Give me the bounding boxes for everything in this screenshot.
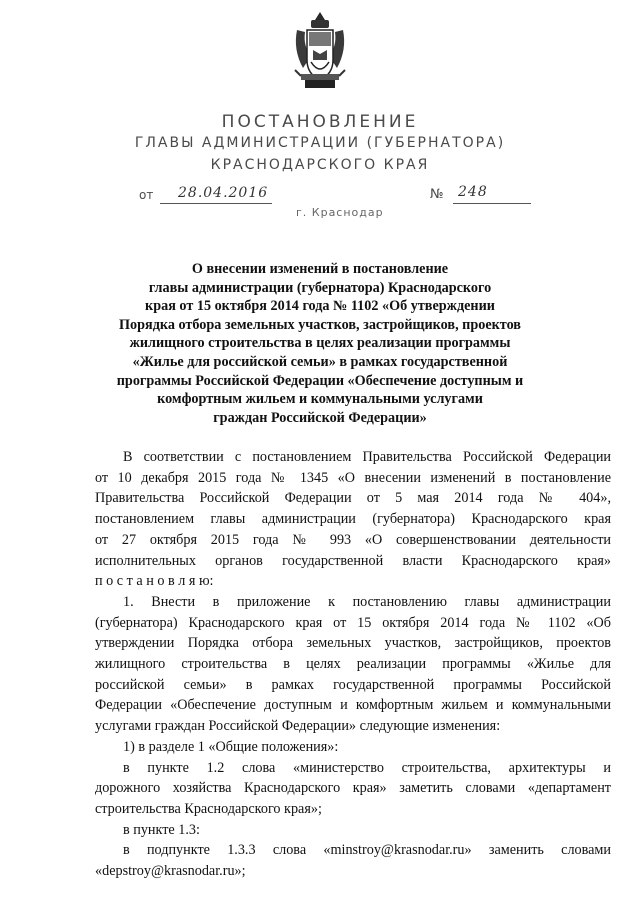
document-subject: [100, 260, 540, 427]
body-line: дорожного хозяйства Краснодарского края» заметить словами «департамент: [95, 780, 611, 797]
subject-line: программы Российской Федерации «Обеспечение доступным и: [116, 372, 524, 389]
number-prefix: №: [430, 187, 444, 202]
body-line: п о с т а н о в л я ю:: [95, 573, 214, 590]
subject-line: главы администрации (губернатора) Краснодарского: [148, 279, 492, 296]
body-line: российской семьи» в рамках государственной программы Российской: [95, 676, 611, 693]
body-line: «depstroy@krasnodar.ru»;: [95, 863, 246, 880]
date-underline: [160, 203, 272, 204]
issuer-line-2: КРАСНОДАРСКОГО КРАЯ: [210, 157, 430, 173]
body-line: 1) в разделе 1 «Общие положения»:: [123, 738, 339, 755]
body-line: (губернатора) Краснодарского края от 15 октября 2014 года № 1102 «Об: [95, 614, 611, 631]
issuer-line-1: ГЛАВЫ АДМИНИСТРАЦИИ (ГУБЕРНАТОРА): [134, 135, 506, 151]
body-line: Правительства Российской Федерации от 5 мая 2014 года № 404»,: [95, 490, 611, 507]
body-line: утверждении Порядка отбора земельных участков, застройщиков, проектов: [95, 635, 611, 652]
coat-of-arms-emblem: [289, 10, 351, 92]
body-line: постановлением главы администрации (губернатора) Краснодарского края: [95, 511, 611, 528]
body-line: Федерации «Обеспечение доступным и комфортным жильем и коммунальными: [95, 697, 611, 714]
body-line: в подпункте 1.3.3 слова «minstroy@krasnodar.ru» заменить словами: [123, 842, 611, 859]
number-underline: [453, 203, 531, 204]
body-line: исполнительных органов государственной власти Краснодарского края»: [95, 552, 611, 569]
body-line: строительства Краснодарского края»;: [95, 800, 322, 817]
body-line: В соответствии с постановлением Правительства Российской Федерации: [123, 449, 611, 465]
city-label: г. Краснодар: [296, 206, 384, 219]
body-line: от 10 декабря 2015 года № 1345 «О внесении изменений в постановление: [95, 469, 611, 486]
body-line: жилищного строительства в целях реализации программы «Жилье для: [95, 656, 611, 673]
body-line: 1. Внести в приложение к постановлению главы администрации: [123, 593, 611, 610]
body-line: услугами граждан Российской Федерации» следующие изменения:: [95, 718, 501, 735]
subject-line: жилищного строительства в целях реализации программы: [129, 335, 511, 352]
body-line: в пункте 1.3:: [123, 821, 200, 838]
document-number: 248: [458, 184, 488, 200]
body-line: в пункте 1.2 слова «министерство строительства, архитектуры и: [123, 759, 611, 776]
date-prefix: от: [139, 188, 154, 202]
subject-line: «Жилье для российской семьи» в рамках государственной: [132, 353, 508, 370]
document-type-title: ПОСТАНОВЛЕНИЕ: [221, 112, 419, 132]
subject-line: края от 15 октября 2014 года № 1102 «Об утверждении: [145, 298, 495, 315]
subject-line: граждан Российской Федерации»: [213, 409, 427, 426]
subject-line: Порядка отбора земельных участков, застройщиков, проектов: [119, 316, 521, 333]
subject-line: комфортным жильем и коммунальными услугами: [157, 391, 483, 408]
subject-line: О внесении изменений в постановление: [191, 261, 449, 277]
document-date: 28.04.2016: [178, 185, 269, 201]
document-body: [95, 447, 611, 882]
body-line: от 27 октября 2015 года № 993 «О совершенствовании деятельности: [95, 531, 611, 548]
